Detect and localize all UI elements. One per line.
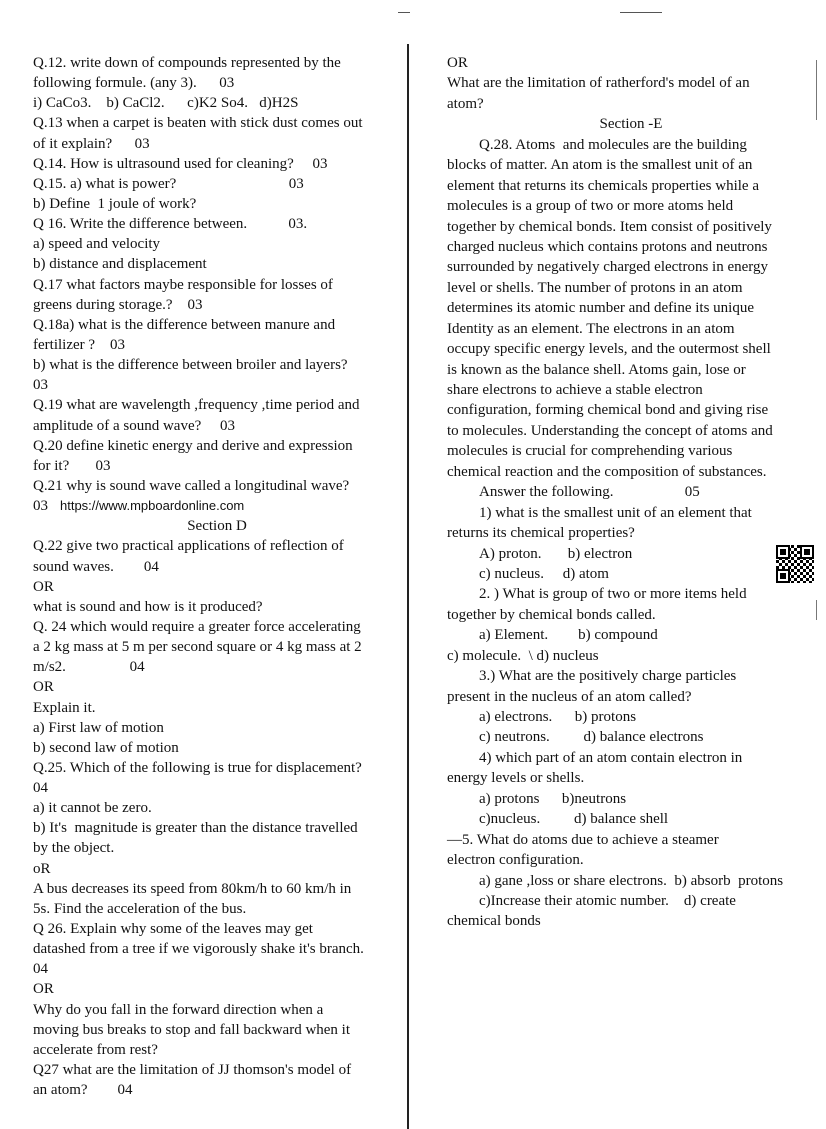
text-line bbox=[447, 176, 815, 196]
line-text: m/s2. 04 bbox=[33, 659, 145, 676]
text-line bbox=[447, 482, 815, 502]
line-text: to molecules. Understanding the concept of atoms and bbox=[447, 422, 773, 439]
line-text: by the object. bbox=[33, 840, 115, 857]
text-line bbox=[33, 456, 401, 476]
text-line bbox=[447, 339, 815, 359]
line-text: Identity as an element. The electrons in an atom bbox=[447, 320, 735, 337]
text-line bbox=[33, 1080, 401, 1100]
text-line bbox=[447, 503, 815, 523]
text-line bbox=[447, 278, 815, 298]
text-line bbox=[33, 295, 401, 315]
line-text: molecules is crucial for comprehending various bbox=[447, 443, 733, 460]
text-line bbox=[33, 879, 401, 899]
line-text: 5s. Find the acceleration of the bus. bbox=[33, 900, 247, 917]
text-line bbox=[447, 687, 815, 707]
text-line bbox=[447, 298, 815, 318]
text-line bbox=[33, 919, 401, 939]
text-line bbox=[447, 666, 815, 686]
line-text: c) neutrons. d) balance electrons bbox=[479, 729, 704, 746]
line-text: together by chemical bonds called. bbox=[447, 606, 656, 623]
line-text: is known as the balance shell. Atoms gain, lose or bbox=[447, 361, 746, 378]
line-text: together by chemical bonds. Item consist of positively bbox=[447, 218, 772, 235]
text-line bbox=[447, 809, 815, 829]
section-heading bbox=[33, 516, 401, 536]
line-text: 3.) What are the positively charge particles bbox=[479, 668, 737, 685]
text-line bbox=[33, 657, 401, 677]
line-text: Q 16. Write the difference between. 03. bbox=[33, 216, 308, 233]
line-text: 4) which part of an atom contain electron in bbox=[479, 749, 743, 766]
text-line bbox=[33, 758, 401, 778]
text-line bbox=[447, 135, 815, 155]
text-line bbox=[33, 939, 401, 959]
text-line bbox=[447, 584, 815, 604]
text-line bbox=[447, 319, 815, 339]
text-line bbox=[33, 73, 401, 93]
line-text: element that returns its chemicals properties while a bbox=[447, 177, 759, 194]
line-text: chemical reaction and the composition of substances. bbox=[447, 463, 767, 480]
line-text: of it explain? 03 bbox=[33, 135, 150, 152]
text-line bbox=[33, 174, 401, 194]
text-line bbox=[33, 778, 401, 798]
line-text: charged nucleus which contains protons and neutrons bbox=[447, 238, 768, 255]
line-text: following formule. (any 3). 03 bbox=[33, 75, 235, 92]
text-line bbox=[33, 617, 401, 637]
line-text: amplitude of a sound wave? 03 bbox=[33, 417, 236, 434]
text-line bbox=[447, 830, 815, 850]
text-line bbox=[447, 462, 815, 482]
text-line bbox=[33, 899, 401, 919]
text-line bbox=[33, 798, 401, 818]
text-line bbox=[33, 395, 401, 415]
text-line bbox=[33, 698, 401, 718]
line-text: b) second law of motion bbox=[33, 739, 179, 756]
scan-edge-mark bbox=[816, 600, 817, 620]
line-text: a 2 kg mass at 5 m per second square or 4 kg mass at 2 bbox=[33, 639, 362, 656]
text-line bbox=[33, 959, 401, 979]
text-line bbox=[33, 53, 401, 73]
text-line bbox=[33, 1060, 401, 1080]
text-line bbox=[33, 496, 401, 516]
text-line bbox=[447, 421, 815, 441]
text-line bbox=[447, 707, 815, 727]
line-text: b) Define 1 joule of work? bbox=[33, 195, 197, 212]
text-line bbox=[447, 237, 815, 257]
line-text: 04 bbox=[33, 780, 48, 797]
text-line bbox=[447, 850, 815, 870]
line-text: Q.14. How is ultrasound used for cleaning? 03 bbox=[33, 155, 328, 172]
scan-mark bbox=[398, 12, 410, 13]
text-line bbox=[33, 134, 401, 154]
line-text: moving bus breaks to stop and fall backward when it bbox=[33, 1021, 351, 1038]
line-text: configuration, forming chemical bond and giving rise bbox=[447, 402, 769, 419]
qr-code-icon bbox=[776, 545, 814, 583]
text-line bbox=[447, 768, 815, 788]
text-line bbox=[447, 789, 815, 809]
line-text: 2. ) What is group of two or more items held bbox=[479, 586, 747, 603]
text-line bbox=[33, 214, 401, 234]
text-line bbox=[447, 155, 815, 175]
line-text: Q.21 why is sound wave called a longitudinal wave? bbox=[33, 477, 350, 494]
line-text: What are the limitation of ratherford's model of an bbox=[447, 75, 750, 92]
left-column bbox=[33, 53, 401, 1100]
text-line bbox=[33, 315, 401, 335]
text-line bbox=[447, 748, 815, 768]
line-text: for it? 03 bbox=[33, 457, 111, 474]
text-line bbox=[447, 196, 815, 216]
text-line bbox=[33, 93, 401, 113]
text-line bbox=[33, 818, 401, 838]
line-text: A) proton. b) electron bbox=[479, 545, 633, 562]
text-line bbox=[33, 335, 401, 355]
line-text: Why do you fall in the forward direction when a bbox=[33, 1001, 324, 1018]
text-line bbox=[33, 375, 401, 395]
line-text: 1) what is the smallest unit of an element that bbox=[479, 504, 752, 521]
text-line bbox=[447, 605, 815, 625]
text-line bbox=[447, 217, 815, 237]
text-line bbox=[33, 1040, 401, 1060]
text-line bbox=[33, 1020, 401, 1040]
line-text: OR bbox=[447, 55, 468, 71]
line-text: a) Element. b) compound bbox=[479, 627, 658, 644]
line-text: Section D bbox=[187, 518, 247, 535]
line-text: c) nucleus. d) atom bbox=[479, 565, 609, 582]
text-line bbox=[447, 625, 815, 645]
line-text: surrounded by negatively charged electrons in energy bbox=[447, 259, 769, 276]
line-text: electron configuration. bbox=[447, 852, 584, 869]
line-text: datashed from a tree if we vigorously shake it's branch. bbox=[33, 941, 364, 958]
text-line bbox=[33, 416, 401, 436]
scan-mark bbox=[620, 12, 662, 13]
line-text: Answer the following. 05 bbox=[479, 484, 700, 501]
text-line bbox=[447, 73, 815, 93]
text-line bbox=[447, 544, 815, 564]
line-text: Q.19 what are wavelength ,frequency ,time period and bbox=[33, 397, 360, 414]
line-text: oR bbox=[33, 860, 51, 877]
line-text: Q.28. Atoms and molecules are the building bbox=[479, 136, 747, 153]
text-line bbox=[33, 355, 401, 375]
line-text: Explain it. bbox=[33, 699, 96, 716]
line-text: b) distance and displacement bbox=[33, 256, 207, 273]
line-text: OR bbox=[33, 981, 54, 998]
line-text: Q.22 give two practical applications of reflection of bbox=[33, 538, 344, 555]
line-text: fertilizer ? 03 bbox=[33, 336, 126, 353]
line-text: a) speed and velocity bbox=[33, 236, 161, 253]
line-text: Q 26. Explain why some of the leaves may get bbox=[33, 921, 313, 938]
line-text: 03 bbox=[33, 498, 48, 515]
text-line bbox=[447, 94, 815, 114]
text-line bbox=[33, 677, 401, 697]
line-text: 04 bbox=[33, 961, 48, 978]
text-line bbox=[447, 911, 815, 931]
text-line bbox=[447, 727, 815, 747]
text-line bbox=[33, 859, 401, 879]
text-line bbox=[33, 234, 401, 254]
text-line bbox=[33, 254, 401, 274]
line-text: Q.18a) what is the difference between manure and bbox=[33, 316, 336, 333]
line-text: Q.12. write down of compounds represented by the bbox=[33, 55, 341, 71]
line-text: Section -E bbox=[599, 116, 663, 133]
text-line bbox=[33, 113, 401, 133]
text-line bbox=[33, 154, 401, 174]
section-heading bbox=[447, 114, 815, 134]
line-text: Q.20 define kinetic energy and derive and expression bbox=[33, 437, 353, 454]
line-text: atom? bbox=[447, 95, 484, 112]
line-text: Q.25. Which of the following is true for displacement? bbox=[33, 759, 362, 776]
line-text: Q.15. a) what is power? 03 bbox=[33, 175, 304, 192]
line-text: c) molecule. \ d) nucleus bbox=[447, 647, 599, 664]
line-text: sound waves. 04 bbox=[33, 558, 159, 575]
text-line bbox=[33, 436, 401, 456]
line-text: c)Increase their atomic number. d) create bbox=[479, 892, 736, 909]
line-text: 03 bbox=[33, 377, 48, 394]
text-line bbox=[33, 476, 401, 496]
line-text: what is sound and how is it produced? bbox=[33, 598, 263, 615]
line-text: a) gane ,loss or share electrons. b) absorb protons bbox=[479, 872, 784, 889]
line-text: i) CaCo3. b) CaCl2. c)K2 So4. d)H2S bbox=[33, 95, 299, 112]
text-line bbox=[33, 557, 401, 577]
line-text: a) protons b)neutrons bbox=[479, 790, 627, 807]
text-line bbox=[33, 194, 401, 214]
text-line bbox=[447, 564, 815, 584]
column-divider bbox=[407, 44, 409, 1129]
line-text: b) It's magnitude is greater than the distance travelled bbox=[33, 820, 358, 837]
text-line bbox=[447, 360, 815, 380]
text-line bbox=[33, 536, 401, 556]
text-line bbox=[33, 979, 401, 999]
line-text: —5. What do atoms due to achieve a steamer bbox=[447, 831, 719, 848]
line-text: a) it cannot be zero. bbox=[33, 800, 152, 817]
line-text: an atom? 04 bbox=[33, 1082, 133, 1099]
line-text: determines its atomic number and define its unique bbox=[447, 300, 755, 317]
line-text: A bus decreases its speed from 80km/h to 60 km/h in bbox=[33, 880, 352, 897]
text-line bbox=[447, 646, 815, 666]
text-line bbox=[447, 257, 815, 277]
website-url: https://www.mpboardonline.com bbox=[60, 498, 245, 514]
text-line bbox=[33, 597, 401, 617]
text-line bbox=[33, 718, 401, 738]
line-text: occupy specific energy levels, and the outermost shell bbox=[447, 341, 771, 358]
right-column bbox=[447, 53, 815, 932]
line-text: OR bbox=[33, 679, 54, 696]
line-text: greens during storage.? 03 bbox=[33, 296, 203, 313]
text-line bbox=[447, 53, 815, 73]
scan-edge-mark bbox=[816, 60, 817, 120]
line-text: present in the nucleus of an atom called? bbox=[447, 688, 692, 705]
line-text: chemical bonds bbox=[447, 913, 541, 930]
line-text: molecules is a group of two or more atoms held bbox=[447, 198, 734, 215]
text-line bbox=[33, 738, 401, 758]
line-text: energy levels or shells. bbox=[447, 770, 585, 787]
line-text: blocks of matter. An atom is the smallest unit of an bbox=[447, 157, 753, 174]
line-text: b) what is the difference between broiler and layers? bbox=[33, 357, 348, 374]
text-line bbox=[447, 891, 815, 911]
line-text: a) First law of motion bbox=[33, 719, 164, 736]
text-line bbox=[33, 577, 401, 597]
text-line bbox=[33, 637, 401, 657]
text-line bbox=[447, 523, 815, 543]
line-text: Q.13 when a carpet is beaten with stick dust comes out bbox=[33, 115, 363, 132]
text-line bbox=[33, 275, 401, 295]
text-line bbox=[447, 380, 815, 400]
text-line bbox=[447, 400, 815, 420]
line-text: a) electrons. b) protons bbox=[479, 709, 637, 725]
line-text: Q.17 what factors maybe responsible for losses of bbox=[33, 276, 333, 293]
text-line bbox=[447, 441, 815, 461]
line-text: Q. 24 which would require a greater force accelerating bbox=[33, 618, 361, 635]
line-text: level or shells. The number of protons in an atom bbox=[447, 279, 743, 296]
line-text: returns its chemical properties? bbox=[447, 525, 635, 542]
line-text: OR bbox=[33, 578, 54, 595]
line-text: share electrons to achieve a stable electron bbox=[447, 382, 703, 398]
line-text: Q27 what are the limitation of JJ thomson's model of bbox=[33, 1062, 352, 1079]
line-text: accelerate from rest? bbox=[33, 1041, 158, 1058]
line-text: c)nucleus. d) balance shell bbox=[479, 811, 669, 828]
text-line bbox=[33, 838, 401, 858]
text-line bbox=[447, 871, 815, 891]
text-line bbox=[33, 1000, 401, 1020]
